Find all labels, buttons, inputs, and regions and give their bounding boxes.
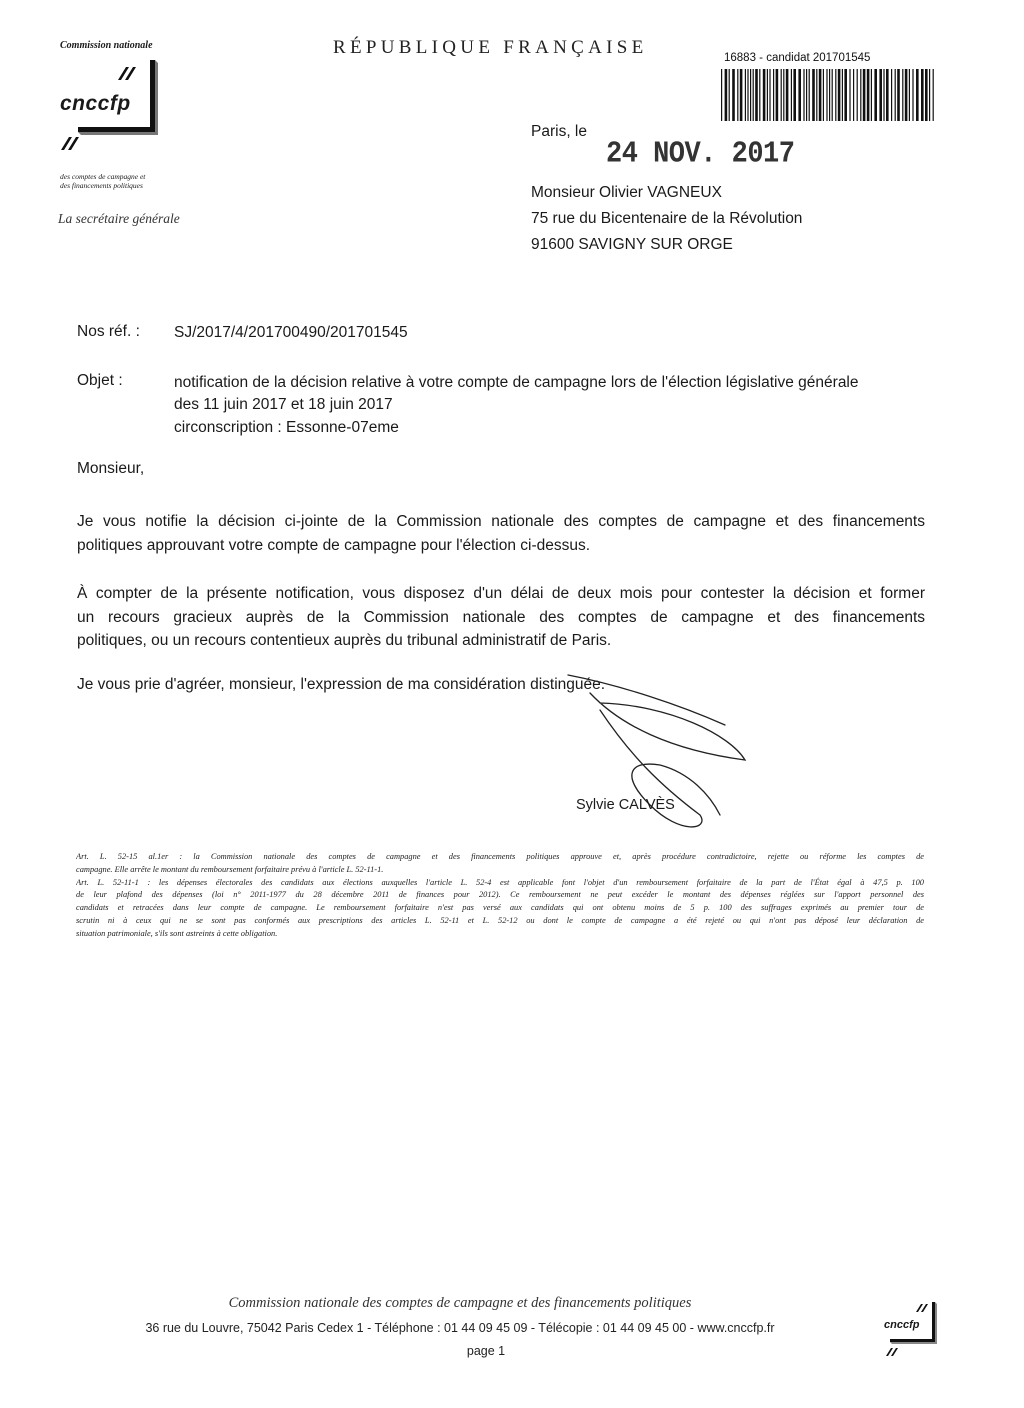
paragraph-2-line-3: politiques, ou un recours contentieux auprès du tribunal administratif de Paris. bbox=[77, 632, 612, 649]
object-line-2: des 11 juin 2017 et 18 juin 2017 bbox=[174, 396, 393, 413]
barcode-bar bbox=[879, 69, 882, 121]
barcode-bar bbox=[857, 69, 858, 121]
barcode-bar bbox=[874, 69, 877, 121]
footer-logo-wordmark: cnccfp bbox=[884, 1319, 920, 1331]
barcode-bar bbox=[732, 69, 735, 121]
barcode-bar bbox=[829, 69, 830, 121]
barcode-bar bbox=[902, 69, 903, 121]
barcode-bar bbox=[867, 69, 870, 121]
legal-note-line-5: candidats et retracées dans leur compte de campagne. Le remboursement forfaitaire n'est pas versé aux candidats qui ont obtenu moins de 5 p. 100 des suffrages exprimés au premier tour de bbox=[76, 903, 924, 913]
logo-subtitle-line1: des comptes de campagne et bbox=[60, 172, 146, 181]
footer-address: 36 rue du Louvre, 75042 Paris Cedex 1 - Téléphone : 01 44 09 45 09 - Télécopie : 01 44 09 45 00 - www.cnccfp.fr bbox=[145, 1321, 775, 1335]
recipient-city: 91600 SAVIGNY SUR ORGE bbox=[531, 236, 733, 253]
legal-note-line-3: Art. L. 52-11-1 : les dépenses électorales des candidats aux élections auxquelles l'article L. 52-4 est applicable font l'objet d'un remboursement forfaitaire de la part de l'État égal à 47,5 p. 100 bbox=[76, 877, 924, 887]
legal-note-line-4: de leur plafond des dépenses (loi n° 2011-1977 du 28 décembre 2011 de finances pour 2012). Ce remboursement ne peut excéder le montant des dépenses réglées sur l'apport personnel des bbox=[76, 890, 924, 900]
barcode-bar bbox=[897, 69, 900, 121]
logo-subtitle-line2: des financements politiques bbox=[60, 181, 143, 190]
paragraph-1 bbox=[77, 510, 925, 557]
barcode-bar bbox=[786, 69, 789, 121]
legal-note-line-2: campagne. Elle arrête le montant du remboursement forfaitaire prévu à l'article L. 52-11-1. bbox=[76, 864, 384, 874]
barcode-bar bbox=[740, 69, 743, 121]
barcode-bar bbox=[849, 69, 850, 121]
barcode-bar bbox=[750, 69, 751, 121]
recipient-name: Monsieur Olivier VAGNEUX bbox=[531, 184, 722, 201]
barcode-bar bbox=[912, 69, 913, 121]
logo-heading: Commission nationale bbox=[60, 40, 153, 51]
paragraph-1-line-2: politiques approuvant votre compte de campagne pour l'élection ci-dessus. bbox=[77, 536, 591, 554]
reference-value: SJ/2017/4/201700490/201701545 bbox=[174, 324, 408, 341]
barcode-bar bbox=[844, 69, 847, 121]
barcode-bar bbox=[891, 69, 892, 121]
footer-logo bbox=[880, 1298, 942, 1358]
barcode-bar bbox=[729, 69, 730, 121]
barcode-bar bbox=[806, 69, 807, 121]
barcode-bar bbox=[755, 69, 758, 121]
barcode-bar bbox=[769, 69, 770, 121]
recipient-street: 75 rue du Bicentenaire de la Révolution bbox=[531, 210, 803, 227]
object-line-3: circonscription : Essonne-07eme bbox=[174, 419, 399, 436]
barcode-bar bbox=[921, 69, 924, 121]
handwritten-signature bbox=[560, 665, 760, 845]
paragraph-2-line-2: un recours gracieux auprès de la Commission nationale des comptes de campagne et des financements bbox=[77, 608, 925, 626]
page-number: page 1 bbox=[466, 1344, 506, 1358]
republique-francaise: RÉPUBLIQUE FRANÇAISE bbox=[333, 37, 648, 58]
cnccfp-logo bbox=[58, 40, 188, 200]
barcode-bar bbox=[798, 69, 801, 121]
barcode-bar bbox=[812, 69, 815, 121]
barcode-bar bbox=[886, 69, 889, 121]
barcode-bar bbox=[826, 69, 827, 121]
reference-label: Nos réf. : bbox=[77, 323, 140, 340]
date-place: Paris, le bbox=[531, 123, 587, 140]
date-stamp: 24 NOV. 2017 bbox=[606, 138, 795, 172]
barcode-bar bbox=[793, 69, 796, 121]
barcode-bar bbox=[816, 69, 817, 121]
footer-title: Commission nationale des comptes de campagne et des financements politiques bbox=[228, 1295, 692, 1311]
barcode-bar bbox=[753, 69, 754, 121]
barcode-bar bbox=[781, 69, 782, 121]
barcode-bar bbox=[871, 69, 872, 121]
paragraph-2 bbox=[77, 582, 925, 653]
barcode-bar bbox=[725, 69, 728, 121]
barcode-label: 16883 - candidat 201701545 bbox=[724, 52, 871, 64]
object-line-1: notification de la décision relative à votre compte de campagne lors de l'élection législative générale bbox=[174, 374, 859, 391]
legal-notes bbox=[76, 851, 924, 941]
barcode-graphic bbox=[721, 69, 937, 121]
barcode-bar bbox=[863, 69, 866, 121]
barcode-bar bbox=[737, 69, 738, 121]
barcode-bar bbox=[819, 69, 822, 121]
barcode-bar bbox=[909, 69, 910, 121]
barcode-bar bbox=[853, 69, 854, 121]
barcode-bar bbox=[783, 69, 784, 121]
barcode-bar bbox=[838, 69, 841, 121]
barcode-bar bbox=[842, 69, 843, 121]
barcode-bar bbox=[823, 69, 824, 121]
barcode-bar bbox=[721, 69, 722, 121]
barcode-bar bbox=[773, 69, 774, 121]
barcode-bar bbox=[916, 69, 919, 121]
barcode-bar bbox=[745, 69, 746, 121]
paragraph-1-line-1: Je vous notifie la décision ci-jointe de la Commission nationale des comptes de campagne et des financements bbox=[77, 513, 925, 530]
barcode-bar bbox=[832, 69, 833, 121]
barcode-bar bbox=[776, 69, 779, 121]
barcode-bar bbox=[925, 69, 928, 121]
barcode-bar bbox=[933, 69, 934, 121]
barcode-bar bbox=[803, 69, 804, 121]
object-label: Objet : bbox=[77, 372, 123, 389]
legal-note-line-7: situation patrimoniale, s'ils sont astreints à cette obligation. bbox=[76, 928, 278, 938]
signatory-name: Sylvie CALVÈS bbox=[576, 797, 675, 813]
paragraph-2-line-1: À compter de la présente notification, vous disposez d'un délai de deux mois pour contester la décision et former bbox=[77, 585, 925, 602]
barcode-bar bbox=[791, 69, 792, 121]
legal-note-line-6: scrutin ni à ceux qui ne se sont pas conformés aux prescriptions des articles L. 52-11 et L. 52-12 ou dont le compte de campagne a été rejeté ou qui n'ont pas déposé leur déclaration de bbox=[76, 915, 924, 925]
secretaire-generale: La secrétaire générale bbox=[58, 211, 180, 226]
barcode-bar bbox=[747, 69, 748, 121]
barcode-bar bbox=[895, 69, 896, 121]
barcode-bar bbox=[767, 69, 768, 121]
barcode-bar bbox=[860, 69, 861, 121]
barcode-bar bbox=[809, 69, 810, 121]
barcode-bar bbox=[835, 69, 836, 121]
barcode-bar bbox=[759, 69, 760, 121]
closing: Je vous prie d'agréer, monsieur, l'expression de ma considération distinguée. bbox=[77, 676, 606, 693]
logo-wordmark: cnccfp bbox=[60, 92, 131, 115]
salutation: Monsieur, bbox=[77, 460, 145, 477]
barcode-bar bbox=[883, 69, 884, 121]
legal-note-line-1: Art. L. 52-15 al.1er : la Commission nationale des comptes de campagne et des financements politiques approuve et, après procédure contradictoire, rejette ou réforme les comptes de bbox=[76, 852, 924, 861]
barcode-bar bbox=[905, 69, 908, 121]
barcode-bar bbox=[763, 69, 766, 121]
barcode-bar bbox=[929, 69, 930, 121]
